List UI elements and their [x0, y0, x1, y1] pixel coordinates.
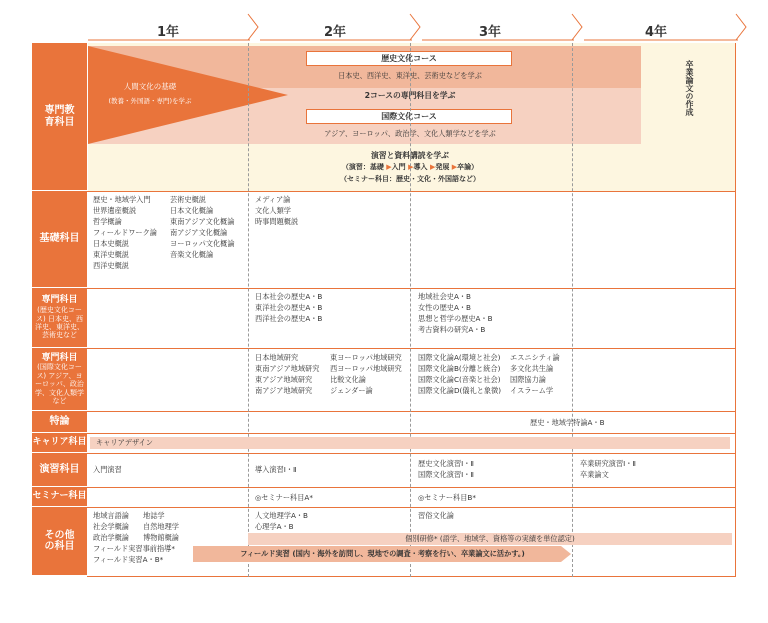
- row-divider: [87, 453, 735, 454]
- seminar-prac-y4: [580, 458, 636, 480]
- individual-research-bar: [248, 533, 732, 545]
- rowhead-major-history: [32, 288, 87, 348]
- practice-step: 入門: [391, 163, 406, 171]
- career-design-bar: キャリアデザイン: [90, 437, 730, 449]
- course: 国際文化論D(儀礼と象徴): [418, 386, 502, 395]
- course: 国際文化論C(音楽と社会): [418, 375, 501, 384]
- major-history-y2: [255, 291, 322, 324]
- row-divider: [87, 507, 735, 508]
- row-divider: [87, 191, 735, 192]
- major-history-y3: [418, 291, 493, 335]
- course: 東ヨーロッパ地域研究: [330, 353, 402, 362]
- year-label: 1年: [156, 25, 180, 40]
- rowhead-sub: (歴史文化コース) 日本史、西洋史、東洋史、芸術史など: [35, 306, 84, 340]
- year-divider: [408, 43, 414, 577]
- humanities-subtitle: (教養・外国語・専門)を学ぶ: [108, 97, 192, 105]
- course: イスラーム学: [510, 386, 554, 395]
- major-intl-y2-col1: [255, 352, 319, 396]
- course: 芸術史概説: [170, 195, 206, 204]
- rowhead-specialized: 専門教育科目: [32, 43, 87, 191]
- course: 卒業研究演習Ⅰ・Ⅱ: [580, 459, 636, 468]
- course: 東南アジア地域研究: [255, 364, 320, 373]
- basic-y1-col1: [93, 194, 157, 271]
- year-header-1: [88, 12, 260, 42]
- course: メディア論: [255, 195, 291, 204]
- row-divider: [87, 487, 735, 488]
- year-header-4: [572, 12, 748, 42]
- course: 女性の歴史A・B: [418, 303, 471, 312]
- row-divider: [87, 576, 735, 577]
- major-intl-y3-col1: [418, 352, 501, 396]
- course: 文化人類学: [255, 206, 291, 215]
- course: 音楽文化概論: [170, 250, 214, 259]
- course: 東南アジア文化概論: [170, 217, 235, 226]
- course: フィールドワーク論: [93, 228, 157, 237]
- course: 比較文化論: [330, 375, 366, 384]
- year-header-2: [248, 12, 422, 42]
- rowhead-other: その他の科目: [32, 507, 87, 576]
- major-intl-y3-col2: [510, 352, 560, 396]
- course: 考古資料の研究A・B: [418, 325, 486, 334]
- course: 西ヨーロッパ地域研究: [330, 364, 402, 373]
- course: フィールド実習事前指導*: [93, 544, 175, 553]
- course: エスニシティ論: [510, 353, 560, 362]
- course: 東洋社会の歴史A・B: [255, 303, 323, 312]
- course: 日本社会の歴史A・B: [255, 292, 323, 301]
- practice-step: 卒論: [457, 163, 472, 171]
- rowhead-special: 特論: [32, 411, 87, 433]
- practice-steps-suffix: ）: [471, 163, 479, 171]
- seminar-y3: ◎セミナー科目B*: [418, 493, 476, 502]
- course: 国際協力論: [510, 375, 546, 384]
- rowhead-career: キャリア科目: [32, 433, 87, 453]
- course: 自然地理学: [143, 522, 179, 531]
- course: 南アジア地域研究: [255, 386, 313, 395]
- course: 国際文化論B(分離と統合): [418, 364, 501, 373]
- row-divider: [87, 348, 735, 349]
- intl-course-box: 国際文化コース: [306, 109, 512, 124]
- course: 歴史・地域学入門: [93, 195, 151, 204]
- course: 哲学概論: [93, 217, 122, 226]
- practice-step: 導入: [413, 163, 428, 171]
- seminar-prac-y2: 導入演習Ⅰ・Ⅱ: [255, 465, 297, 474]
- right-border: [735, 43, 736, 577]
- course: 日本史概説: [93, 239, 129, 248]
- course: 卒業論文: [580, 470, 609, 479]
- seminar-note: （セミナー科目：歴史・文化・外国語など）: [340, 175, 480, 183]
- humanities-triangle: [88, 46, 288, 144]
- rowhead-major-intl: [32, 348, 87, 411]
- year-header-3: [410, 12, 584, 42]
- other-y2: [255, 510, 308, 532]
- practice-steps-prefix: （演習：基礎: [341, 163, 384, 171]
- rowhead-main: 専門科目: [41, 295, 78, 306]
- year-label: 3年: [478, 25, 502, 40]
- rowhead-main: 専門科目: [41, 352, 78, 363]
- seminar-prac-y1: 入門演習: [93, 465, 122, 474]
- course: 東アジア地域研究: [255, 375, 313, 384]
- other-y1-col2: [143, 510, 179, 543]
- year-divider: [572, 43, 573, 577]
- course: 心理学A・B: [255, 522, 294, 531]
- intl-course-desc: アジア、ヨーロッパ、政治学、文化人類学などを学ぶ: [324, 129, 496, 138]
- course: 歴史文化演習Ⅰ・Ⅱ: [418, 459, 474, 468]
- course: 西洋社会の歴史A・B: [255, 314, 323, 323]
- course: 思想と哲学の歴史A・B: [418, 314, 493, 323]
- course: 国際文化論A(環境と社会): [418, 353, 501, 362]
- rowhead-basic: 基礎科目: [32, 191, 87, 288]
- course: 地域言語論: [93, 511, 129, 520]
- history-course-desc: 日本史、西洋史、東洋史、芸術史などを学ぶ: [338, 71, 482, 80]
- course: ヨーロッパ文化概論: [170, 239, 235, 248]
- course: フィールド実習A・B*: [93, 555, 164, 564]
- play-arrow-icon: ▶: [408, 163, 414, 171]
- practice-step: 発展: [435, 163, 450, 171]
- seminar-prac-y3: [418, 458, 474, 480]
- bar-label: 個別研修* (語学、地域学、資格等の実績を単位認定): [405, 534, 575, 543]
- course: 日本地域研究: [255, 353, 299, 362]
- year-divider: [248, 43, 249, 577]
- row-divider: [87, 288, 735, 289]
- course: 西洋史概説: [93, 261, 129, 270]
- practice-title: 演習と資料講読を学ぶ: [371, 151, 449, 160]
- row-divider: [87, 411, 735, 412]
- seminar-y2: ◎セミナー科目A*: [255, 493, 313, 502]
- year-label: 2年: [323, 25, 347, 40]
- basic-y2: [255, 194, 298, 227]
- course: 地誌学: [143, 511, 165, 520]
- rowhead-seminar: セミナー科目: [32, 487, 87, 507]
- special-y34: 歴史・地域学特論A・B: [530, 418, 605, 427]
- course: 人文地理学A・B: [255, 511, 308, 520]
- course: 博物館概論: [143, 533, 179, 542]
- basic-y1-col2: [170, 194, 235, 260]
- rowhead-sub: (国際文化コース) アジア、ヨーロッパ、政治学、文化人類学など: [35, 363, 84, 405]
- course: 世界遺産概説: [93, 206, 137, 215]
- other-y3: 習俗文化論: [418, 511, 454, 520]
- course: 東洋史概説: [93, 250, 129, 259]
- play-arrow-icon: ▶: [429, 163, 436, 171]
- humanities-title: 人間文化の基礎: [123, 82, 177, 91]
- history-course-box: 歴史文化コース: [306, 51, 512, 66]
- major-intl-y2-col2: [330, 352, 402, 396]
- course: 時事問題概説: [255, 217, 299, 226]
- field-practice-text: フィールド実習 (国内・海外を訪問し、現地での調査・考察を行い、卒業論文に活かす。): [240, 549, 525, 558]
- course: 社会学概論: [93, 522, 129, 531]
- course: 政治学概論: [93, 533, 129, 542]
- course: 南アジア文化概論: [170, 228, 228, 237]
- course: 国際文化演習Ⅰ・Ⅱ: [418, 470, 474, 479]
- play-arrow-icon: ▶: [386, 163, 392, 171]
- thesis-text: 卒業論文の作成: [685, 60, 694, 116]
- row-divider: [87, 433, 735, 434]
- play-arrow-icon: ▶: [451, 163, 458, 171]
- two-courses-text: 2コースの専門科目を学ぶ: [364, 91, 456, 100]
- course: 地域社会史A・B: [418, 292, 471, 301]
- year-label: 4年: [644, 25, 668, 40]
- course: ジェンダー論: [330, 386, 373, 395]
- course: 多文化共生論: [510, 364, 554, 373]
- course: 日本文化概論: [170, 206, 214, 215]
- rowhead-seminar-prac: 演習科目: [32, 453, 87, 487]
